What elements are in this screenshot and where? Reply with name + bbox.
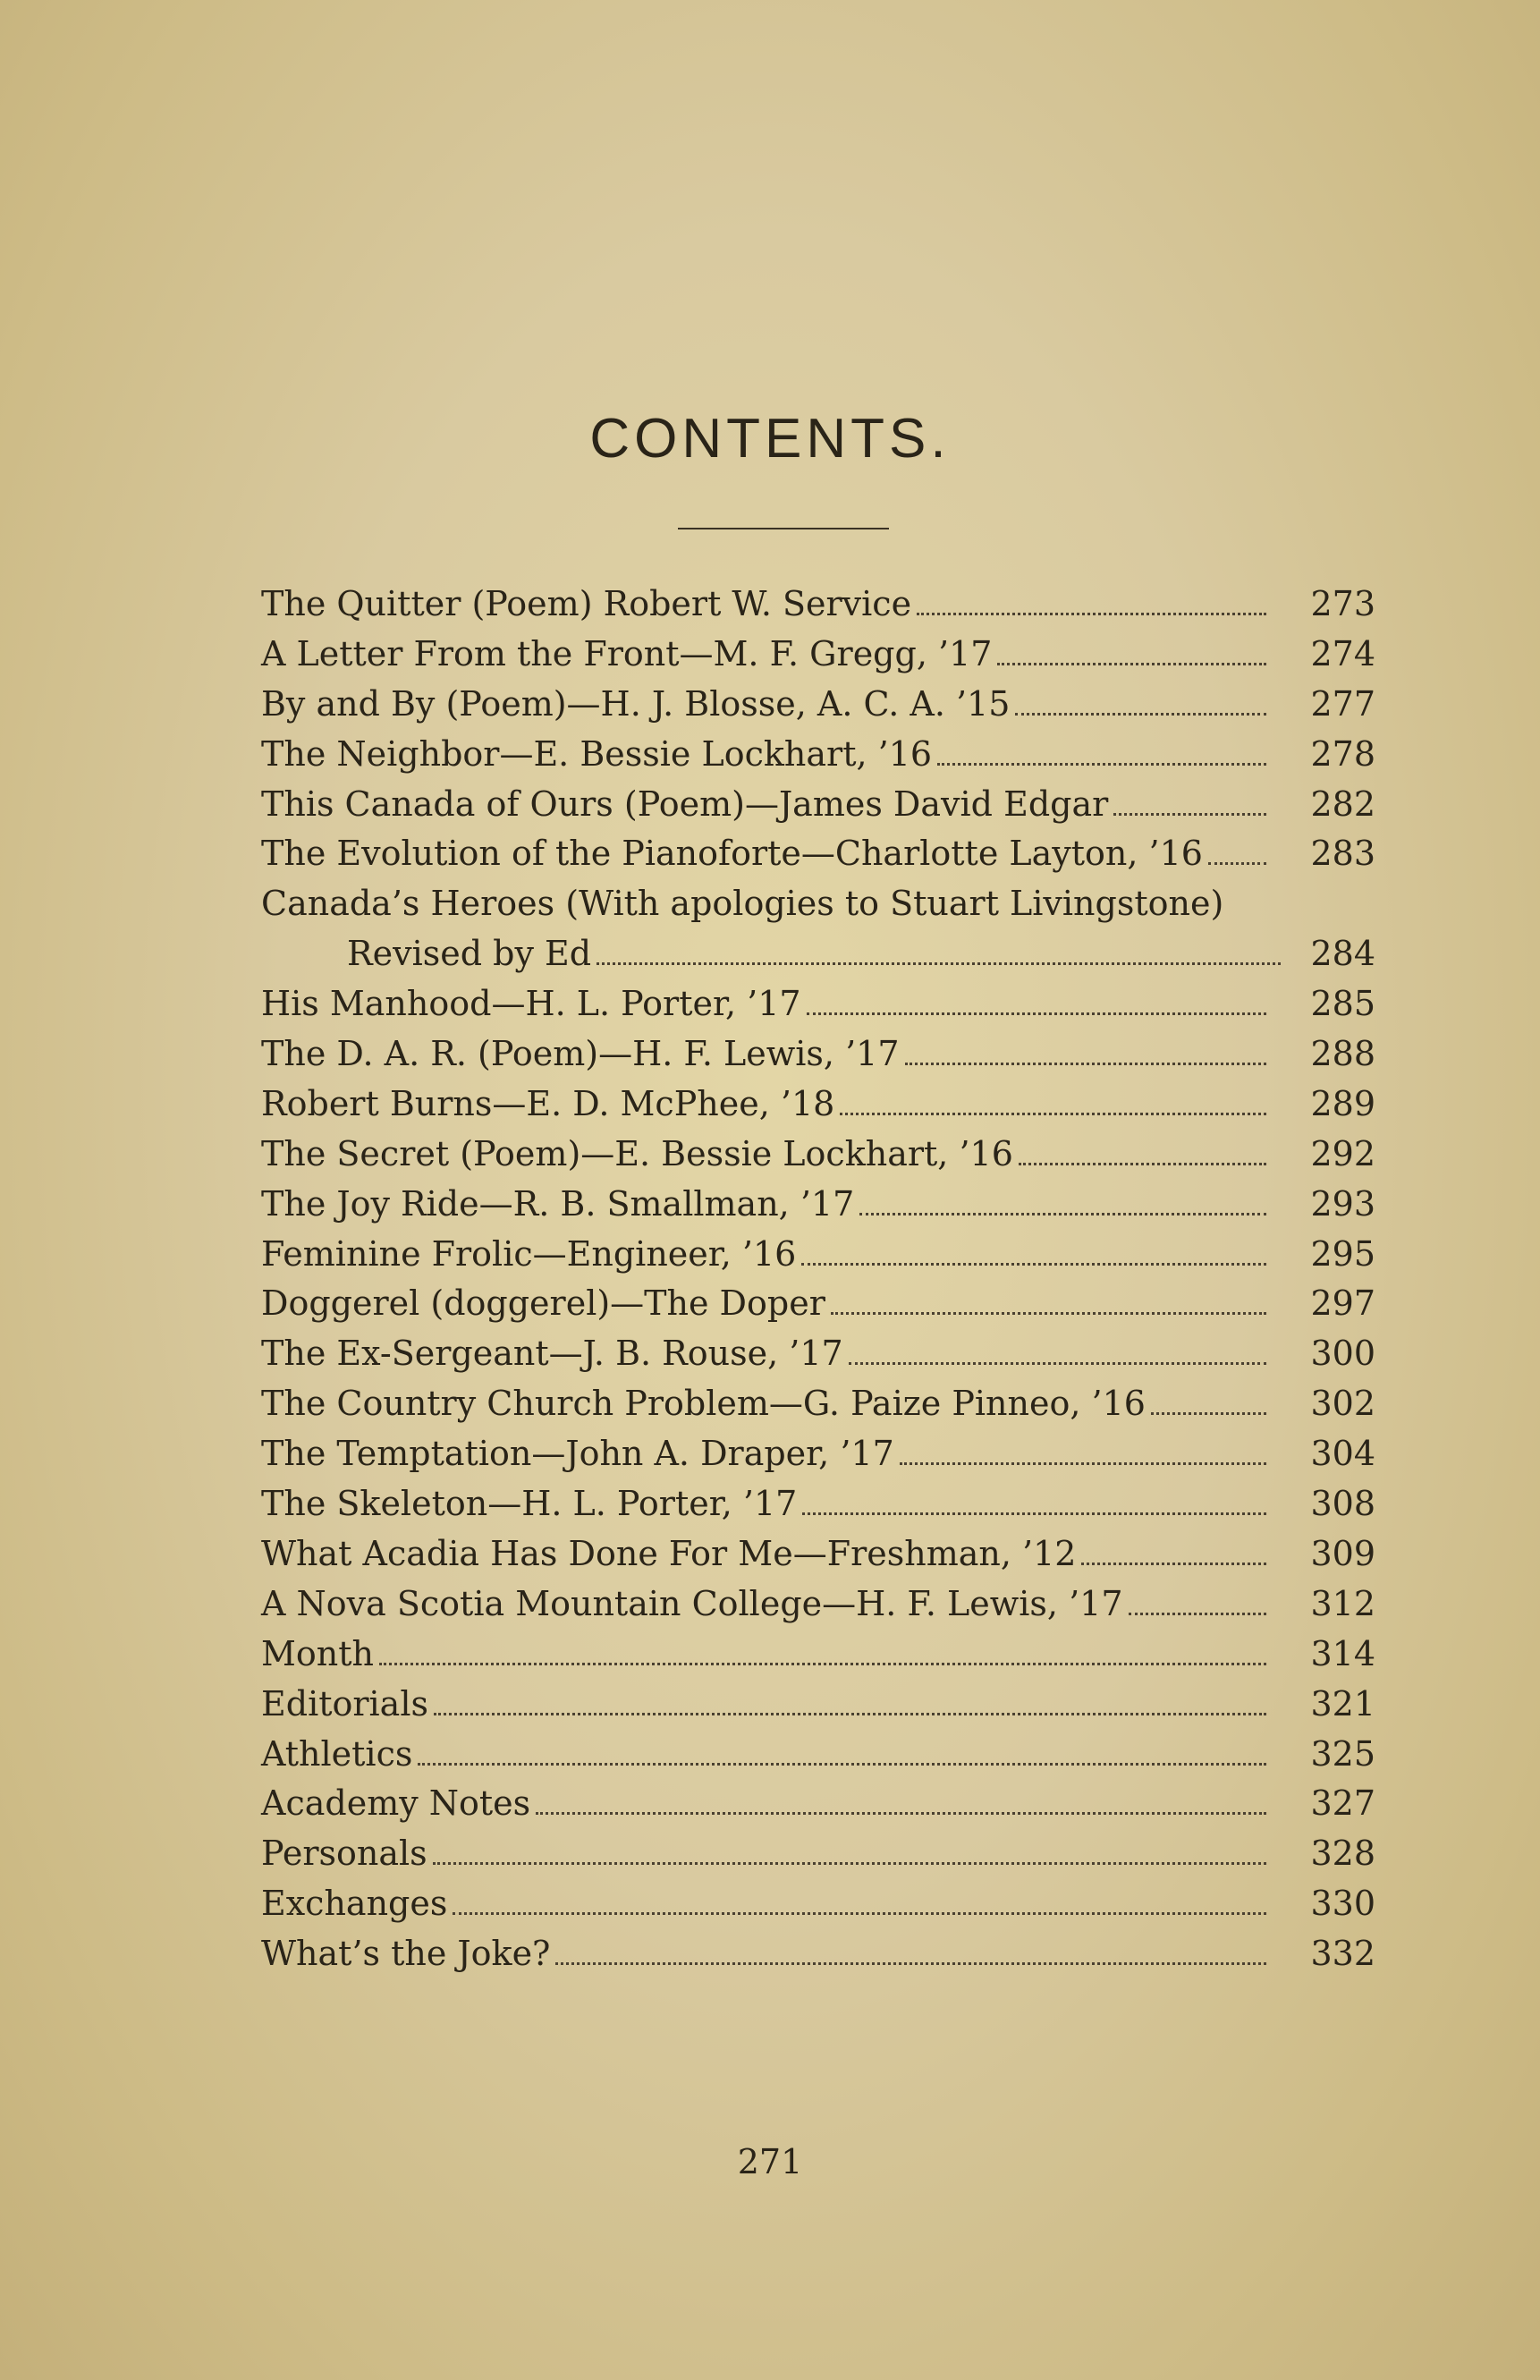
toc-entry-page: 328 xyxy=(1310,1834,1375,1874)
toc-entry xyxy=(261,580,1375,630)
dot-leader xyxy=(1081,1563,1266,1565)
dot-leader xyxy=(997,663,1266,665)
toc-entry xyxy=(261,829,1375,879)
toc-entry-row xyxy=(261,1529,1272,1580)
toc-entry xyxy=(261,979,1375,1029)
toc-entry-title: The Evolution of the Pianoforte—Charlotte Layton, ’16 xyxy=(261,834,1203,874)
toc-entry xyxy=(261,1529,1375,1580)
toc-entry-title: The Joy Ride—R. B. Smallman, ’17 xyxy=(261,1183,855,1224)
toc-entry-title: The Temptation—John A. Draper, ’17 xyxy=(261,1434,894,1474)
toc-entry-row xyxy=(261,1429,1272,1479)
toc-entry-title: The Country Church Problem—G. Paize Pinneo, ’16 xyxy=(261,1384,1146,1424)
dot-leader xyxy=(840,1113,1266,1115)
toc-entry-row xyxy=(261,630,1272,680)
dot-leader xyxy=(1113,813,1266,816)
toc-entry-page: 302 xyxy=(1310,1384,1375,1424)
toc-entry-title: Athletics xyxy=(261,1733,413,1774)
toc-entry xyxy=(261,1329,1375,1379)
toc-entry-row xyxy=(261,1329,1272,1379)
toc-entry-title: Editorials xyxy=(261,1683,428,1724)
toc-entry-title: Canada’s Heroes (With apologies to Stuart Livingstone) xyxy=(261,884,1224,924)
toc-entry-title: What’s the Joke? xyxy=(261,1934,551,1974)
page-title: CONTENTS. xyxy=(589,408,951,470)
toc-entry-row xyxy=(261,1829,1272,1879)
toc-entry-page: 289 xyxy=(1310,1083,1375,1123)
toc-entry-title: A Nova Scotia Mountain College—H. F. Lewis, ’17 xyxy=(261,1583,1123,1623)
page-number: 271 xyxy=(737,2142,803,2181)
toc-entry-continuation xyxy=(347,929,1286,979)
toc-entry-row xyxy=(261,680,1272,730)
dot-leader xyxy=(597,962,1281,965)
dot-leader xyxy=(1129,1613,1266,1615)
dot-leader xyxy=(433,1862,1266,1865)
toc-entry-page: 304 xyxy=(1310,1434,1375,1474)
toc-entry-title: By and By (Poem)—H. J. Blosse, A. C. A. ’15 xyxy=(261,683,1011,724)
toc-entry-title: The Skeleton—H. L. Porter, ’17 xyxy=(261,1484,798,1524)
dot-leader xyxy=(1015,713,1266,716)
toc-entry-page: 321 xyxy=(1310,1683,1375,1724)
toc-entry-title: Robert Burns—E. D. McPhee, ’18 xyxy=(261,1083,835,1123)
toc-entry-title: What Acadia Has Done For Me—Freshman, ’12 xyxy=(261,1533,1077,1573)
toc-entry xyxy=(261,1029,1375,1080)
dot-leader xyxy=(802,1512,1266,1515)
dot-leader xyxy=(900,1462,1266,1465)
toc-entry xyxy=(261,1680,1375,1730)
toc-entry xyxy=(261,1080,1375,1130)
dot-leader xyxy=(1019,1163,1266,1165)
toc-entry-page: 283 xyxy=(1310,834,1375,874)
toc-entry-row xyxy=(261,1630,1272,1680)
toc-entry-title: Exchanges xyxy=(261,1884,448,1924)
toc-entry-page: 314 xyxy=(1310,1633,1375,1673)
toc-entry xyxy=(261,1230,1375,1280)
toc-entry xyxy=(261,1379,1375,1429)
toc-entry-page: 297 xyxy=(1310,1283,1375,1324)
toc-entry-title: The Quitter (Poem) Robert W. Service xyxy=(261,584,912,623)
toc-entry-title: A Letter From the Front—M. F. Gregg, ’17 xyxy=(261,633,993,673)
dot-leader xyxy=(801,1263,1266,1266)
toc-entry xyxy=(261,1580,1375,1630)
toc-entry-title: Academy Notes xyxy=(261,1783,531,1824)
toc-entry-row xyxy=(261,1230,1272,1280)
toc-entry-page: 312 xyxy=(1310,1583,1375,1623)
toc-entry-page: 277 xyxy=(1310,683,1375,724)
toc-entry-row xyxy=(261,1730,1272,1780)
dot-leader xyxy=(859,1213,1266,1215)
toc-entry xyxy=(261,730,1375,780)
toc-entry-page: 292 xyxy=(1310,1133,1375,1173)
toc-entry-page: 285 xyxy=(1310,984,1375,1024)
toc-entry-title: His Manhood—H. L. Porter, ’17 xyxy=(261,984,801,1024)
toc-entry xyxy=(261,780,1375,830)
toc-entry-row xyxy=(261,1130,1272,1180)
toc-entry xyxy=(261,630,1375,680)
toc-entry-page: 330 xyxy=(1310,1884,1375,1924)
toc-entry xyxy=(261,1879,1375,1929)
toc-entry-title: The D. A. R. (Poem)—H. F. Lewis, ’17 xyxy=(261,1034,900,1074)
toc-entry-row xyxy=(261,1929,1272,1979)
toc-entry-row xyxy=(261,1180,1272,1230)
toc-entry-row xyxy=(261,1279,1272,1329)
toc-entry-page: 309 xyxy=(1310,1533,1375,1573)
toc-entry-page: 293 xyxy=(1310,1183,1375,1224)
toc-entry-row xyxy=(261,1379,1272,1429)
toc-entry-title: Personals xyxy=(261,1834,427,1874)
toc-entry xyxy=(261,879,1375,979)
toc-entry-page: 278 xyxy=(1310,733,1375,774)
toc-entry-row xyxy=(261,979,1272,1029)
toc-entry-title: Month xyxy=(261,1633,375,1673)
toc-entry xyxy=(261,1130,1375,1180)
toc-entry xyxy=(261,1279,1375,1329)
toc-entry-title: Doggerel (doggerel)—The Doper xyxy=(261,1283,825,1324)
toc-entry xyxy=(261,1630,1375,1680)
dot-leader xyxy=(937,763,1266,766)
toc-entry xyxy=(261,1929,1375,1979)
toc-entry-page: 284 xyxy=(1310,934,1375,974)
dot-leader xyxy=(555,1962,1266,1965)
dot-leader xyxy=(1151,1412,1266,1415)
title-rule xyxy=(678,528,889,529)
toc-entry-title: The Secret (Poem)—E. Bessie Lockhart, ’16 xyxy=(261,1133,1013,1173)
toc-entry-row xyxy=(261,780,1272,830)
dot-leader xyxy=(831,1312,1266,1315)
toc-entry-page: 282 xyxy=(1310,783,1375,824)
toc-entry-title: The Neighbor—E. Bessie Lockhart, ’16 xyxy=(261,733,933,774)
toc-entry-title: This Canada of Ours (Poem)—James David Edgar xyxy=(261,783,1109,824)
dot-leader xyxy=(379,1663,1266,1665)
toc-entry-page: 274 xyxy=(1310,633,1375,673)
toc-entry-row xyxy=(261,1680,1272,1730)
dot-leader xyxy=(905,1063,1266,1065)
toc-entry-page: 308 xyxy=(1310,1484,1375,1524)
toc-entry xyxy=(261,1829,1375,1879)
dot-leader xyxy=(849,1362,1266,1365)
toc-entry-page: 295 xyxy=(1310,1233,1375,1274)
toc-entry-row xyxy=(261,1779,1272,1829)
dot-leader xyxy=(1208,862,1266,865)
toc-entry-page: 327 xyxy=(1310,1783,1375,1824)
dot-leader xyxy=(434,1713,1266,1715)
toc-entry xyxy=(261,1779,1375,1829)
toc-entry-page: 273 xyxy=(1310,584,1375,623)
dot-leader xyxy=(536,1812,1266,1815)
toc-entry-row xyxy=(261,730,1272,780)
toc-entry xyxy=(261,1180,1375,1230)
toc-entry-page: 332 xyxy=(1310,1934,1375,1974)
toc-entry-page: 288 xyxy=(1310,1034,1375,1074)
toc-entry xyxy=(261,1479,1375,1529)
toc-entry xyxy=(261,680,1375,730)
dot-leader xyxy=(418,1763,1266,1766)
toc-entry-row xyxy=(261,580,1272,630)
dot-leader xyxy=(807,1012,1266,1015)
toc-entry xyxy=(261,1730,1375,1780)
toc-entry xyxy=(261,1429,1375,1479)
toc-entry-row xyxy=(261,829,1272,879)
toc-entry-page: 300 xyxy=(1310,1334,1375,1374)
toc-entry-title: The Ex-Sergeant—J. B. Rouse, ’17 xyxy=(261,1334,843,1374)
toc-entry-title-line2: Revised by Ed xyxy=(347,934,592,974)
dot-leader xyxy=(917,613,1266,615)
toc-entry-row xyxy=(261,1479,1272,1529)
toc-entry-row xyxy=(261,1080,1272,1130)
toc-entry-row xyxy=(261,1029,1272,1080)
dot-leader xyxy=(453,1912,1266,1915)
toc-entry-row xyxy=(261,1879,1272,1929)
table-of-contents xyxy=(261,580,1375,1979)
toc-entry-page: 325 xyxy=(1310,1733,1375,1774)
toc-entry-row xyxy=(261,1580,1272,1630)
toc-entry-title: Feminine Frolic—Engineer, ’16 xyxy=(261,1233,797,1274)
